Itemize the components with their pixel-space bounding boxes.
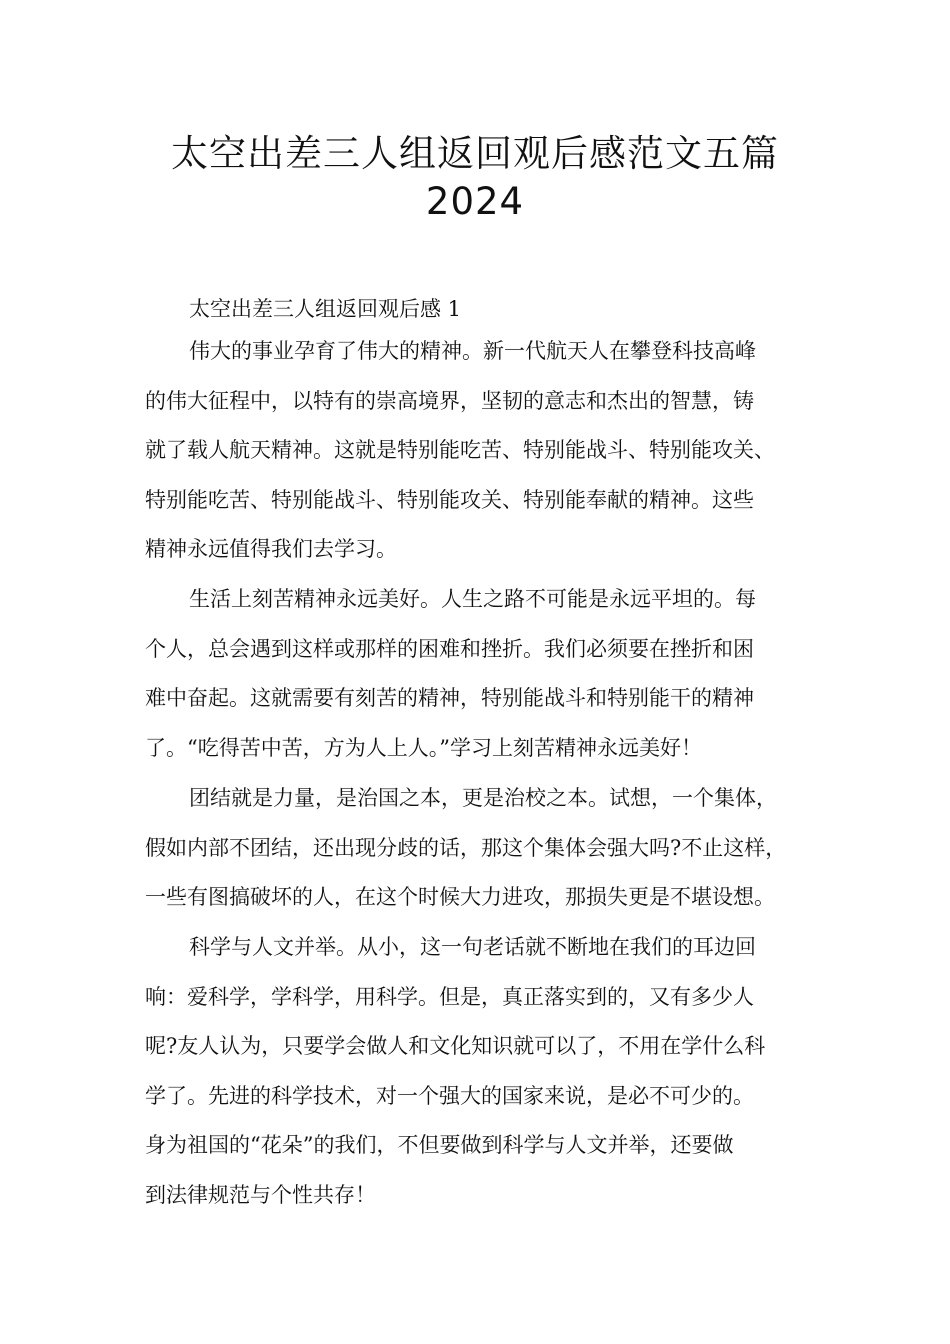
paragraph-line: 就了载人航天精神。这就是特别能吃苦、特别能战斗、特别能攻关、 <box>145 438 775 463</box>
paragraph-line: 学了。先进的科学技术，对一个强大的国家来说，是必不可少的。 <box>145 1083 754 1108</box>
document-title: 太空出差三人组返回观后感范文五篇 <box>171 132 779 175</box>
paragraph-line: 科学与人文并举。从小，这一句老话就不断地在我们的耳边回 <box>189 935 756 959</box>
paragraph <box>145 923 825 1221</box>
paragraph-line: 伟大的事业孕育了伟大的精神。新一代航天人在攀登科技高峰 <box>189 339 756 363</box>
paragraph-line: 了。“吃得苦中苦，方为人上人。”学习上刻苦精神永远美好！ <box>145 735 702 760</box>
paragraph-line: 到法律规范与个性共存！ <box>145 1182 376 1207</box>
paragraph-line: 呢?友人认为，只要学会做人和文化知识就可以了，不用在学什么科 <box>145 1034 766 1059</box>
paragraph-line: 团结就是力量，是治国之本，更是治校之本。试想，一个集体， <box>189 786 777 810</box>
section-heading-text: 太空出差三人组返回观后感 1 <box>189 297 462 321</box>
paragraph-line: 响：爱科学，学科学，用科学。但是，真正落实到的，又有多少人 <box>145 984 754 1009</box>
paragraph-line: 的伟大征程中，以特有的崇高境界，坚韧的意志和杰出的智慧，铸 <box>145 388 754 413</box>
paragraph-line: 难中奋起。这就需要有刻苦的精神，特别能战斗和特别能干的精神 <box>145 686 754 711</box>
paragraph-line: 精神永远值得我们去学习。 <box>145 537 397 562</box>
paragraph <box>145 327 825 575</box>
paragraph <box>145 575 825 773</box>
paragraph-line: 个人，总会遇到这样或那样的困难和挫折。我们必须要在挫折和困 <box>145 636 754 661</box>
paragraph-line: 特别能吃苦、特别能战斗、特别能攻关、特别能奉献的精神。这些 <box>145 487 754 512</box>
paragraph-line: 假如内部不团结，还出现分歧的话，那这个集体会强大吗?不止这样， <box>145 835 787 860</box>
paragraph-line: 一些有图搞破坏的人，在这个时候大力进攻，那损失更是不堪设想。 <box>145 885 775 910</box>
document-title-year: 2024 <box>425 180 525 223</box>
paragraph-line: 身为祖国的“花朵”的我们，不但要做到科学与人文并举，还要做 <box>145 1133 734 1158</box>
paragraph-line: 生活上刻苦精神永远美好。人生之路不可能是永远平坦的。每 <box>189 587 756 611</box>
paragraph <box>145 774 825 923</box>
